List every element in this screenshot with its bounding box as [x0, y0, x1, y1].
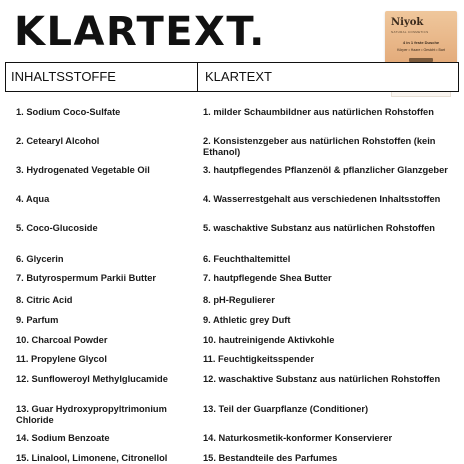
ingredient-cell: 5. Coco-Glucoside: [16, 223, 98, 233]
ingredient-cell: 14. Sodium Benzoate: [16, 433, 110, 443]
explanation-cell: 8. pH-Regulierer: [203, 295, 275, 305]
explanation-cell: 13. Teil der Guarpflanze (Conditioner): [203, 404, 369, 414]
explanation-cell: 2. Konsistenzgeber aus natürlichen Rohstoffen (kein Ethanol): [203, 136, 436, 157]
ingredient-cell: 12. Sunfloweroyl Methylglucamide: [16, 374, 168, 384]
explanation-cell: 4. Wasserrestgehalt aus verschiedenen Inhaltsstoffen: [203, 194, 441, 204]
explanation-cell: 6. Feuchthaltemittel: [203, 254, 291, 264]
ingredient-cell: 9. Parfum: [16, 315, 59, 325]
explanation-cell: 5. waschaktive Substanz aus natürlichen Rohstoffen: [203, 223, 435, 233]
product-name: 4 in 1 feste Dusche: [402, 40, 440, 45]
ingredient-cell: 2. Cetearyl Alcohol: [16, 136, 100, 146]
explanation-cell: 11. Feuchtigkeitsspender: [203, 354, 315, 364]
ingredient-cell: 6. Glycerin: [16, 254, 64, 264]
header-ingredients: INHALTSSTOFFE: [6, 63, 198, 91]
ingredient-cell: 4. Aqua: [16, 194, 50, 204]
explanation-cell: 3. hautpflegendes Pflanzenöl & pflanzlicher Glanzgeber: [203, 165, 448, 175]
explanation-cell: 7. hautpflegende Shea Butter: [203, 273, 332, 283]
ingredient-cell: 8. Citric Acid: [16, 295, 73, 305]
brand-logo: Niyok: [391, 17, 424, 28]
explanation-cell: 12. waschaktive Substanz aus natürlichen Rohstoffen: [203, 374, 441, 384]
product-uses: Körper • Haare • Gesicht • Bart: [397, 48, 445, 52]
ingredient-cell: 15. Linalool, Limonene, Citronellol: [16, 453, 168, 463]
ingredient-cell: 10. Charcoal Powder: [16, 335, 108, 345]
explanation-cell: 1. milder Schaumbildner aus natürlichen Rohstoffen: [203, 107, 434, 117]
brand-subtitle: NATURAL COSMETICS: [391, 30, 429, 34]
ingredient-cell: 3. Hydrogenated Vegetable Oil: [16, 165, 150, 175]
explanation-cell: 15. Bestandteile des Parfumes: [203, 453, 338, 463]
explanation-cell: 9. Athletic grey Duft: [203, 315, 291, 325]
ingredient-cell: 11. Propylene Glycol: [16, 354, 107, 364]
table-header: [5, 62, 459, 92]
ingredients-table: [5, 62, 459, 463]
ingredient-cell: 1. Sodium Coco-Sulfate: [16, 107, 121, 117]
product-box: [385, 11, 457, 69]
ingredient-cell: 13. Guar Hydroxypropyltrimonium Chloride: [16, 404, 167, 425]
header-klartext: KLARTEXT: [205, 69, 272, 84]
ingredient-cell: 7. Butyrospermum Parkii Butter: [16, 273, 157, 283]
explanation-cell: 10. hautreinigende Aktivkohle: [203, 335, 335, 345]
explanation-cell: 14. Naturkosmetik-konformer Konservierer: [203, 433, 393, 443]
page-title: KLARTEXT.: [14, 9, 266, 55]
